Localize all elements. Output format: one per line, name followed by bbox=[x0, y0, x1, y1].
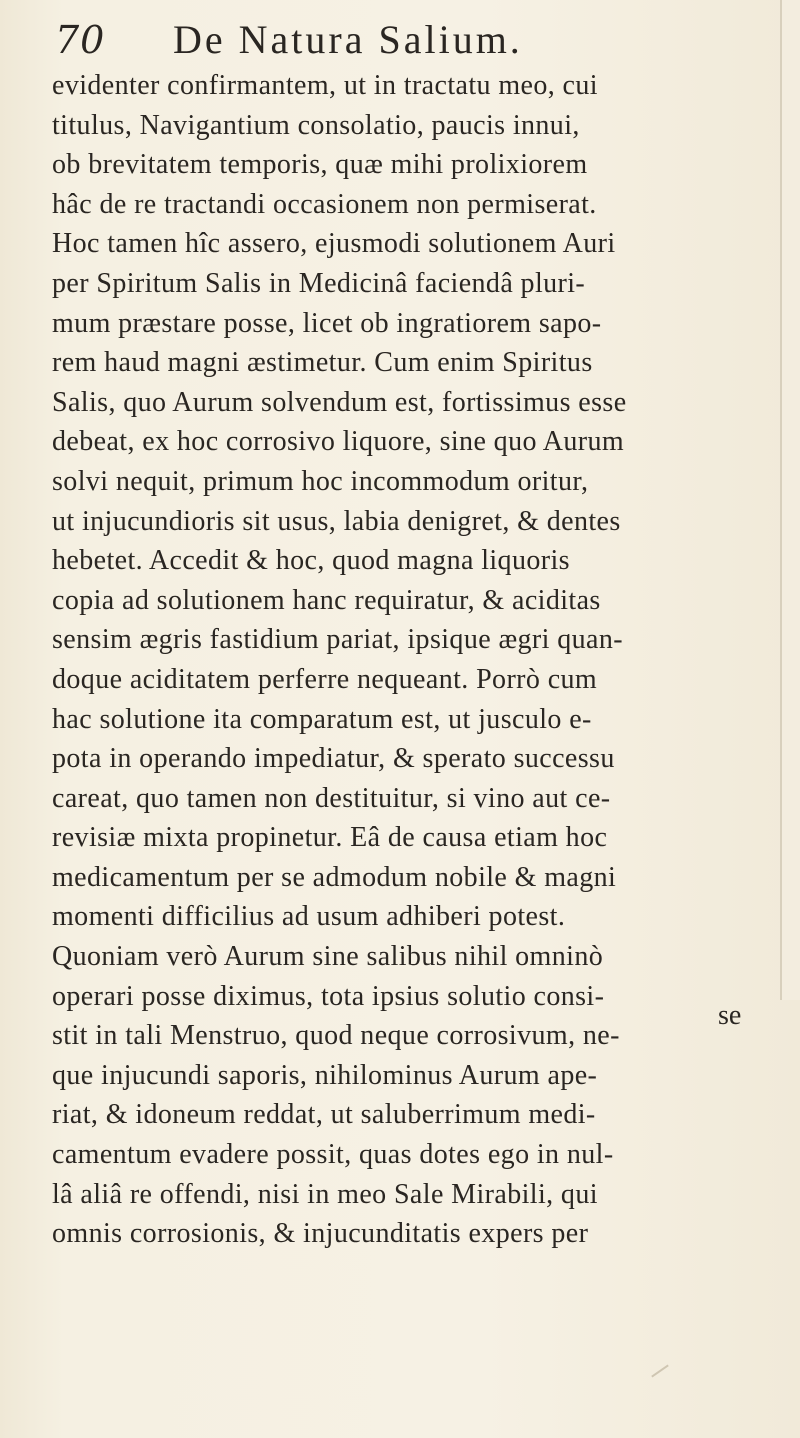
text-line: sensim ægris fastidium pariat, ipsique ægri quan- bbox=[52, 624, 623, 656]
text-line: ob brevitatem temporis, quæ mihi prolixiorem bbox=[52, 149, 588, 181]
text-line: evidenter confirmantem, ut in tractatu meo, cui bbox=[52, 70, 598, 101]
text-line: hâc de re tractandi occasionem non permiserat. bbox=[52, 188, 597, 220]
text-line: doque aciditatem perferre nequeant. Porrò cum bbox=[52, 663, 598, 695]
text-line: Hoc tamen hîc assero, ejusmodi solutionem Auri bbox=[52, 228, 616, 260]
page-edge bbox=[780, 0, 800, 1000]
text-line: omnis corrosionis, & injucunditatis expers per bbox=[52, 1218, 589, 1250]
text-line: debeat, ex hoc corrosivo liquore, sine quo Aurum bbox=[52, 426, 625, 458]
text-line: copia ad solutionem hanc requiratur, & aciditas bbox=[52, 584, 601, 616]
text-line: pota in operando impediatur, & sperato successu bbox=[52, 743, 615, 775]
paper-mark bbox=[651, 1364, 669, 1377]
text-line: riat, & idoneum reddat, ut saluberrimum medi- bbox=[52, 1099, 596, 1131]
text-line: que injucundi saporis, nihilominus Aurum ape- bbox=[52, 1059, 598, 1091]
text-line: lâ aliâ re offendi, nisi in meo Sale Mirabili, qui bbox=[52, 1178, 598, 1210]
running-title: De Natura Salium. bbox=[173, 17, 523, 62]
text-line: careat, quo tamen non destituitur, si vino aut ce- bbox=[52, 782, 611, 814]
text-line: momenti difficilius ad usum adhiberi potest. bbox=[52, 901, 566, 933]
catchword: se bbox=[718, 1000, 742, 1031]
text-line: operari posse diximus, tota ipsius solutio consi- bbox=[52, 980, 605, 1012]
text-line: mum præstare posse, licet ob ingratiorem sapo- bbox=[52, 307, 602, 339]
body-text bbox=[52, 66, 762, 1254]
text-line: ut injucundioris sit usus, labia denigret, & dentes bbox=[52, 505, 621, 537]
text-line: camentum evadere possit, quas dotes ego in nul- bbox=[52, 1139, 614, 1171]
page-header bbox=[55, 14, 755, 66]
text-line: per Spiritum Salis in Medicinâ faciendâ pluri- bbox=[52, 267, 586, 299]
text-line: hac solutione ita comparatum est, ut jusculo e- bbox=[52, 703, 592, 735]
text-line: Salis, quo Aurum solvendum est, fortissimus esse bbox=[52, 386, 627, 418]
text-line: Quoniam verò Aurum sine salibus nihil omninò bbox=[52, 941, 604, 973]
text-line: stit in tali Menstruo, quod neque corrosivum, ne- bbox=[52, 1020, 620, 1052]
page-number: 70 bbox=[55, 18, 106, 62]
text-line: titulus, Navigantium consolatio, paucis innui, bbox=[52, 109, 580, 141]
text-line: medicamentum per se admodum nobile & magni bbox=[52, 861, 617, 893]
text-line: hebetet. Accedit & hoc, quod magna liquoris bbox=[52, 545, 570, 577]
text-line: revisiæ mixta propinetur. Eâ de causa etiam hoc bbox=[52, 822, 608, 854]
text-line: rem haud magni æstimetur. Cum enim Spiritus bbox=[52, 347, 593, 379]
text-line: solvi nequit, primum hoc incommodum oritur, bbox=[52, 465, 589, 497]
